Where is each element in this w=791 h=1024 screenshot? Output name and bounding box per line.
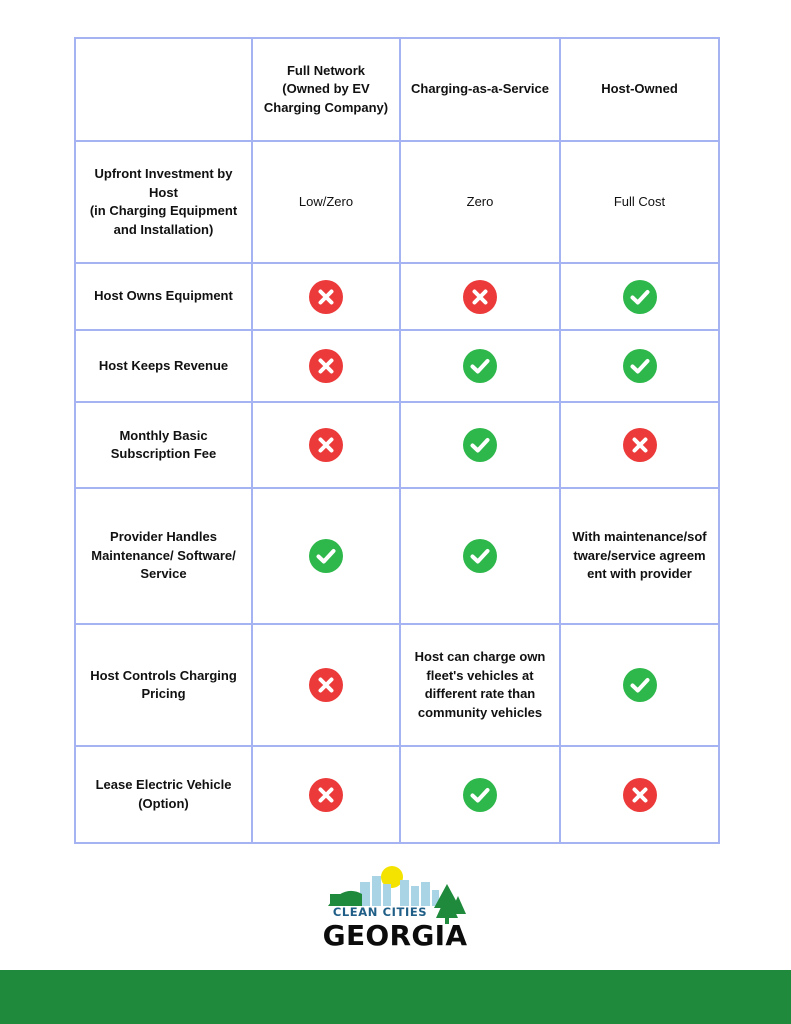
table-cell [401,747,561,844]
column-header [401,37,561,142]
table-cell-text: Full Cost [613,193,666,209]
table-cell [561,264,720,331]
column-header-text: Charging-as-a-Service [411,81,549,97]
check-icon [623,280,657,314]
header-empty-cell [74,37,253,142]
table-cell [401,403,561,489]
table-cell [401,331,561,403]
table-cell [253,331,401,403]
table-cell-text: Low/Zero [298,193,354,209]
column-header [561,37,720,142]
column-header-text: Host-Owned [601,81,678,97]
table-cell [401,625,561,747]
row-label-text: Host Owns Equipment [94,288,233,304]
logo-big-text: GEORGIA [322,919,468,952]
table-cell [561,331,720,403]
table-cell [253,264,401,331]
table-cell [253,625,401,747]
check-icon [463,349,497,383]
x-icon [309,349,343,383]
table-cell-text: Zero [466,193,494,209]
logo-small-text: CLEAN CITIES [332,905,428,919]
check-icon [623,349,657,383]
row-label-text: Upfront Investment by Host (in Charging Equipment and Installation) [89,166,238,237]
row-label [74,264,253,331]
check-icon [463,539,497,573]
row-label-text: Lease Electric Vehicle (Option) [95,777,232,811]
table-cell [253,489,401,625]
row-label [74,747,253,844]
column-header [253,37,401,142]
column-header-text: Full Network (Owned by EV Charging Company) [263,62,389,115]
x-icon [309,778,343,812]
row-label-text: Host Keeps Revenue [98,357,229,373]
check-icon [463,778,497,812]
x-icon [309,428,343,462]
x-icon [309,280,343,314]
table-cell [253,142,401,264]
table-cell [253,747,401,844]
table-cell-text: Host can charge own fleet's vehicles at different rate than community vehicles [414,649,546,720]
table-cell [561,747,720,844]
x-icon [623,428,657,462]
table-cell [561,625,720,747]
row-label [74,403,253,489]
x-icon [623,778,657,812]
table-cell [253,403,401,489]
row-label [74,142,253,264]
row-label [74,625,253,747]
x-icon [309,668,343,702]
row-label-text: Provider Handles Maintenance/ Software/ Service [91,529,236,582]
table-cell [561,489,720,625]
table-cell [401,489,561,625]
table-cell [561,403,720,489]
check-icon [623,668,657,702]
comparison-table [74,37,720,844]
row-label [74,489,253,625]
table-cell-text: With maintenance/software/service agreement with provider [572,529,707,582]
footer-bar [0,970,791,1024]
check-icon [309,539,343,573]
table-cell [401,142,561,264]
x-icon [463,280,497,314]
row-label-text: Monthly Basic Subscription Fee [110,427,217,461]
table-cell [401,264,561,331]
row-label-text: Host Controls Charging Pricing [90,667,237,701]
check-icon [463,428,497,462]
row-label [74,331,253,403]
table-cell [561,142,720,264]
